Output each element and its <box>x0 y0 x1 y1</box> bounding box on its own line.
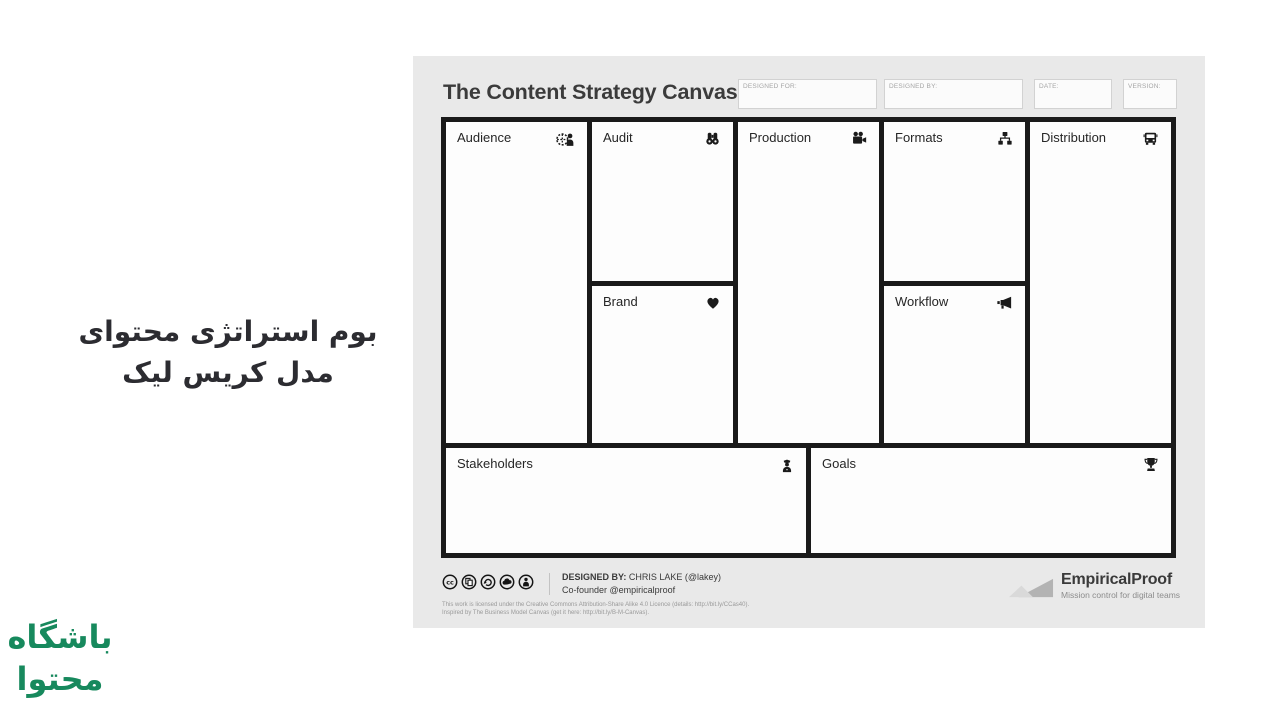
cell-audit <box>592 122 733 281</box>
cell-distribution-label: Distribution <box>1041 130 1107 145</box>
designed-by-credit-label: DESIGNED BY: <box>562 572 627 582</box>
attribution-icon <box>518 574 534 590</box>
sitemap-icon <box>996 130 1014 147</box>
cell-stakeholders <box>446 448 806 553</box>
cell-stakeholders-label: Stakeholders <box>457 456 533 471</box>
globe-user-icon <box>554 130 576 148</box>
heart-icon <box>704 294 722 311</box>
site-logo <box>4 616 116 700</box>
license-line1: This work is licensed under the Creative Commons Attribution-Share Alike 4.0 Licence (details: http://bit.ly/CCas40). <box>442 602 750 608</box>
megaphone-icon <box>995 294 1014 311</box>
cell-workflow-label: Workflow <box>895 294 949 309</box>
cell-production-label: Production <box>749 130 812 145</box>
cell-workflow <box>884 286 1025 443</box>
cell-audience <box>446 122 587 443</box>
site-logo-line1: باشگاه <box>7 618 113 656</box>
designed-by-field <box>884 79 1023 109</box>
date-label: DATE: <box>1039 83 1059 90</box>
cell-audience-label: Audience <box>457 130 512 145</box>
version-field <box>1123 79 1177 109</box>
cloud-icon <box>499 574 515 590</box>
cc-license-badges <box>442 574 534 590</box>
canvas-grid <box>441 117 1176 558</box>
persian-heading-line2: مدل کریس لیک <box>122 356 334 389</box>
svg-text:cc: cc <box>446 578 454 587</box>
cc-icon <box>442 574 458 590</box>
canvas-title: The Content Strategy Canvas <box>443 80 738 104</box>
license-line2: Inspired by The Business Model Canvas (get it here: http://bit.ly/B-M-Canvas). <box>442 609 649 616</box>
persian-heading <box>78 311 378 393</box>
empiricalproof-tagline: Mission control for digital teams <box>1061 590 1181 600</box>
binoculars-icon <box>703 130 722 147</box>
designed-by-credit-line2: Co-founder @empiricalproof <box>562 584 676 595</box>
video-camera-icon <box>849 130 868 147</box>
footer-divider <box>549 573 550 595</box>
cell-brand <box>592 286 733 443</box>
date-field <box>1034 79 1112 109</box>
license-smallprint <box>442 602 749 617</box>
designed-for-label: DESIGNED FOR: <box>743 83 797 90</box>
version-label: VERSION: <box>1128 83 1161 90</box>
trophy-icon <box>1142 456 1160 473</box>
empiricalproof-wordmark <box>1061 571 1180 600</box>
copy-icon <box>461 574 477 590</box>
cell-brand-label: Brand <box>603 294 638 309</box>
site-logo-line2: محتوا <box>16 660 104 698</box>
cell-audit-label: Audit <box>603 130 633 145</box>
cell-goals <box>811 448 1171 553</box>
cell-formats-label: Formats <box>895 130 943 145</box>
designed-by-credit-name: CHRIS LAKE (@lakey) <box>626 572 722 582</box>
empiricalproof-name: EmpiricalProof <box>1061 571 1173 588</box>
cell-goals-label: Goals <box>822 456 856 471</box>
officer-icon <box>779 456 795 476</box>
persian-heading-line1: بوم استراتژی محتوای <box>78 315 378 348</box>
designed-for-field <box>738 79 877 109</box>
truck-icon <box>1141 130 1160 147</box>
cell-production <box>738 122 879 443</box>
empiricalproof-logo-icon <box>1007 577 1055 605</box>
content-strategy-canvas <box>413 56 1205 628</box>
share-alike-icon <box>480 574 496 590</box>
cell-formats <box>884 122 1025 281</box>
designed-by-credit <box>562 571 721 596</box>
designed-by-label: DESIGNED BY: <box>889 83 938 90</box>
cell-distribution <box>1030 122 1171 443</box>
